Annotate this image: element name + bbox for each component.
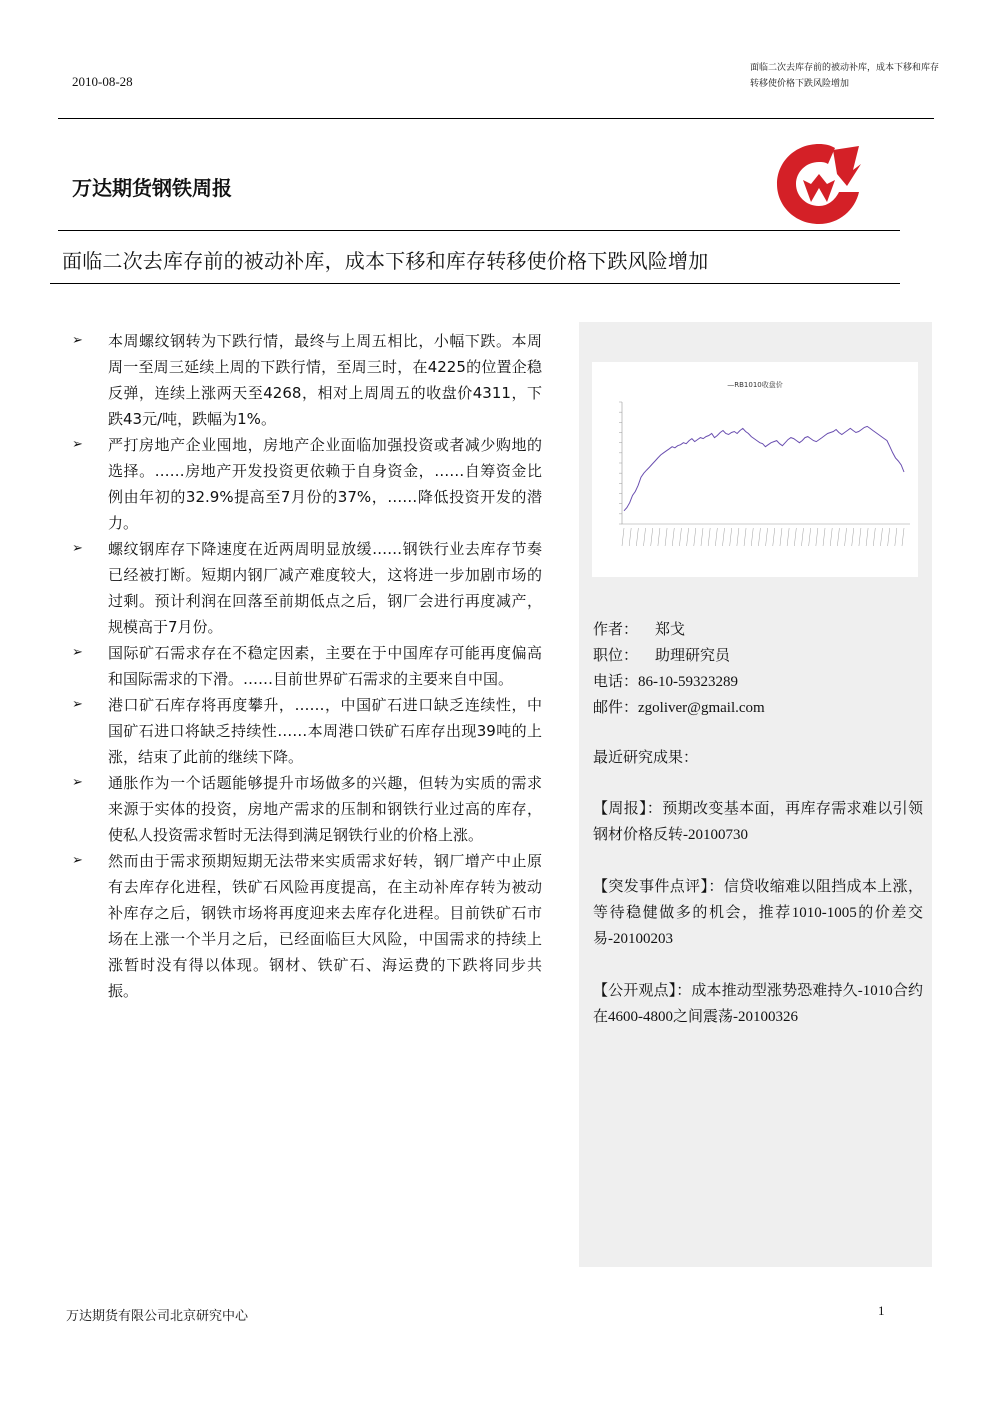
top-divider [58, 118, 934, 119]
title-top-divider [58, 230, 900, 231]
recent-item: 【公开观点】：成本推动型涨势恐难持久-1010合约在4600-4800之间震荡-20100326 [593, 983, 923, 1025]
x-tick-label-mark [701, 528, 703, 546]
author-phone: 86-10-59323289 [638, 674, 739, 690]
x-tick-label-mark [694, 528, 696, 546]
bullet-item [72, 328, 542, 432]
author-position: 助理研究员 [655, 648, 731, 664]
x-tick-label-mark [723, 528, 725, 546]
footer-company: 万达期货有限公司北京研究中心 [66, 1309, 249, 1324]
x-tick-label-mark [859, 528, 861, 546]
bullet-text: 国际矿石需求存在不稳定因素，主要在于中国库存可能再度偏高和国际需求的下滑。……目前世界矿石需求的主要来自中国。 [108, 644, 542, 688]
x-tick-label-mark [902, 528, 904, 546]
title-bottom-divider [50, 283, 900, 284]
x-tick-label-mark [708, 528, 710, 546]
x-tick-label-mark [629, 528, 631, 546]
series-line [624, 426, 904, 510]
x-tick-label-mark [895, 528, 897, 546]
x-tick-label-mark [658, 528, 660, 546]
x-tick-label-mark [758, 528, 760, 546]
bullet-item [72, 432, 542, 536]
bullet-text: 严打房地产企业囤地，房地产企业面临加强投资或者减少购地的选择。……房地产开发投资更依赖于自身资金，……自筹资金比例由年初的32.9%提高至7月份的37%，……降低投资开发的潜力。 [108, 436, 542, 532]
x-tick-label-mark [715, 528, 717, 546]
arrow-bullet-icon: ➢ [72, 775, 83, 790]
recent-research-title: 最近研究成果： [593, 748, 699, 766]
header-summary: 面临二次去库存前的被动补库，成本下移和库存转移使价格下跌风险增加 [750, 63, 940, 89]
bullet-item [72, 848, 542, 1004]
bullet-item [72, 536, 542, 640]
x-tick-label-mark [737, 528, 739, 546]
x-tick-label-mark [665, 528, 667, 546]
x-tick-label-mark [816, 528, 818, 546]
report-name: 万达期货钢铁周报 [72, 176, 232, 200]
x-tick-label-mark [852, 528, 854, 546]
bullet-item [72, 770, 542, 848]
arrow-bullet-icon: ➢ [72, 645, 83, 660]
arrow-bullet-icon: ➢ [72, 333, 83, 348]
bullet-text: 本周螺纹钢转为下跌行情，最终与上周五相比，小幅下跌。本周周一至周三延续上周的下跌行情，至周三时，在4225的位置企稳反弹，连续上涨两天至4268，相对上周周五的收盘价4311，下跌43元/吨，跌幅为1%。 [108, 332, 542, 428]
x-tick-label-mark [809, 528, 811, 546]
x-tick-label-mark [873, 528, 875, 546]
chart-axes [622, 402, 910, 524]
arrow-bullet-icon: ➢ [72, 437, 83, 452]
x-tick-label-mark [672, 528, 674, 546]
position-label: 职位： [593, 648, 639, 664]
x-tick-label-mark [687, 528, 689, 546]
arrow-bullet-icon: ➢ [72, 697, 83, 712]
bullet-text: 港口矿石库存将再度攀升，……，中国矿石进口缺乏连续性，中国矿石进口将缺乏持续性……本周港口铁矿石库存出现39吨的上涨，结束了此前的继续下降。 [108, 696, 542, 766]
bullet-text: 通胀作为一个话题能够提升市场做多的兴趣，但转为实质的需求来源于实体的投资，房地产需求的压制和钢铁行业过高的库存，使私人投资需求暂时无法得到满足钢铁行业的价格上涨。 [108, 774, 542, 844]
position-row [593, 644, 730, 665]
arrow-bullet-icon: ➢ [72, 541, 83, 556]
x-tick-label-mark [773, 528, 775, 546]
author-name: 郑戈 [655, 622, 686, 638]
author-label: 作者： [593, 622, 639, 638]
x-tick-label-mark [751, 528, 753, 546]
author-row [593, 618, 685, 639]
bullet-text: 螺纹钢库存下降速度在近两周明显放缓……钢铁行业去库存节奏已经被打断。短期内钢厂减产难度较大，这将进一步加剧市场的过剩。预计利润在回落至前期低点之后，钢厂会进行再度减产，规模高于7月份。 [108, 540, 542, 636]
report-date: 2010-08-28 [72, 74, 133, 89]
author-email[interactable]: zgoliver@gmail.com [638, 700, 765, 716]
price-chart [592, 362, 918, 577]
x-tick-label-mark [837, 528, 839, 546]
x-tick-label-mark [794, 528, 796, 546]
x-tick-label-mark [880, 528, 882, 546]
headline: 面临二次去库存前的被动补库，成本下移和库存转移使价格下跌风险增加 [62, 249, 709, 273]
x-tick-label-mark [766, 528, 768, 546]
page-number: 1 [878, 1303, 885, 1318]
email-row [593, 696, 765, 717]
x-tick-label-mark [830, 528, 832, 546]
x-tick-label-mark [888, 528, 890, 546]
x-tick-label-mark [636, 528, 638, 546]
x-tick-label-mark [787, 528, 789, 546]
phone-label: 电话： [593, 674, 639, 690]
key-points-list [72, 328, 542, 1004]
recent-item: 【突发事件点评】：信贷收缩难以阻挡成本上涨，等待稳健做多的机会，推荐1010-1005的价差交易-20100203 [593, 879, 923, 947]
x-tick-label-mark [622, 528, 624, 546]
x-tick-label-mark [845, 528, 847, 546]
x-tick-label-mark [651, 528, 653, 546]
x-tick-label-mark [866, 528, 868, 546]
bullet-item [72, 640, 542, 692]
x-tick-label-mark [730, 528, 732, 546]
recent-item: 【周报】：预期改变基本面，再库存需求难以引领钢材价格反转-20100730 [593, 801, 923, 843]
x-tick-label-mark [823, 528, 825, 546]
wanda-logo-icon [773, 140, 865, 226]
arrow-bullet-icon: ➢ [72, 853, 83, 868]
x-tick-label-mark [780, 528, 782, 546]
x-tick-label-mark [644, 528, 646, 546]
chart-legend-title: —RB1010收盘价 [727, 381, 783, 389]
x-tick-label-mark [744, 528, 746, 546]
x-tick-label-mark [801, 528, 803, 546]
bullet-item [72, 692, 542, 770]
email-label: 邮件： [593, 700, 639, 716]
phone-row [593, 670, 738, 691]
x-tick-label-mark [679, 528, 681, 546]
bullet-text: 然而由于需求预期短期无法带来实质需求好转，钢厂增产中止原有去库存化进程，铁矿石风险再度提高，在主动补库存转为被动补库存之后，钢铁市场将再度迎来去库存化进程。目前铁矿石市场在上涨一个半月之后，已经面临巨大风险，中国需求的持续上涨暂时没有得以体现。钢材、铁矿石、海运费的下跌将同步共振。 [108, 852, 542, 1000]
